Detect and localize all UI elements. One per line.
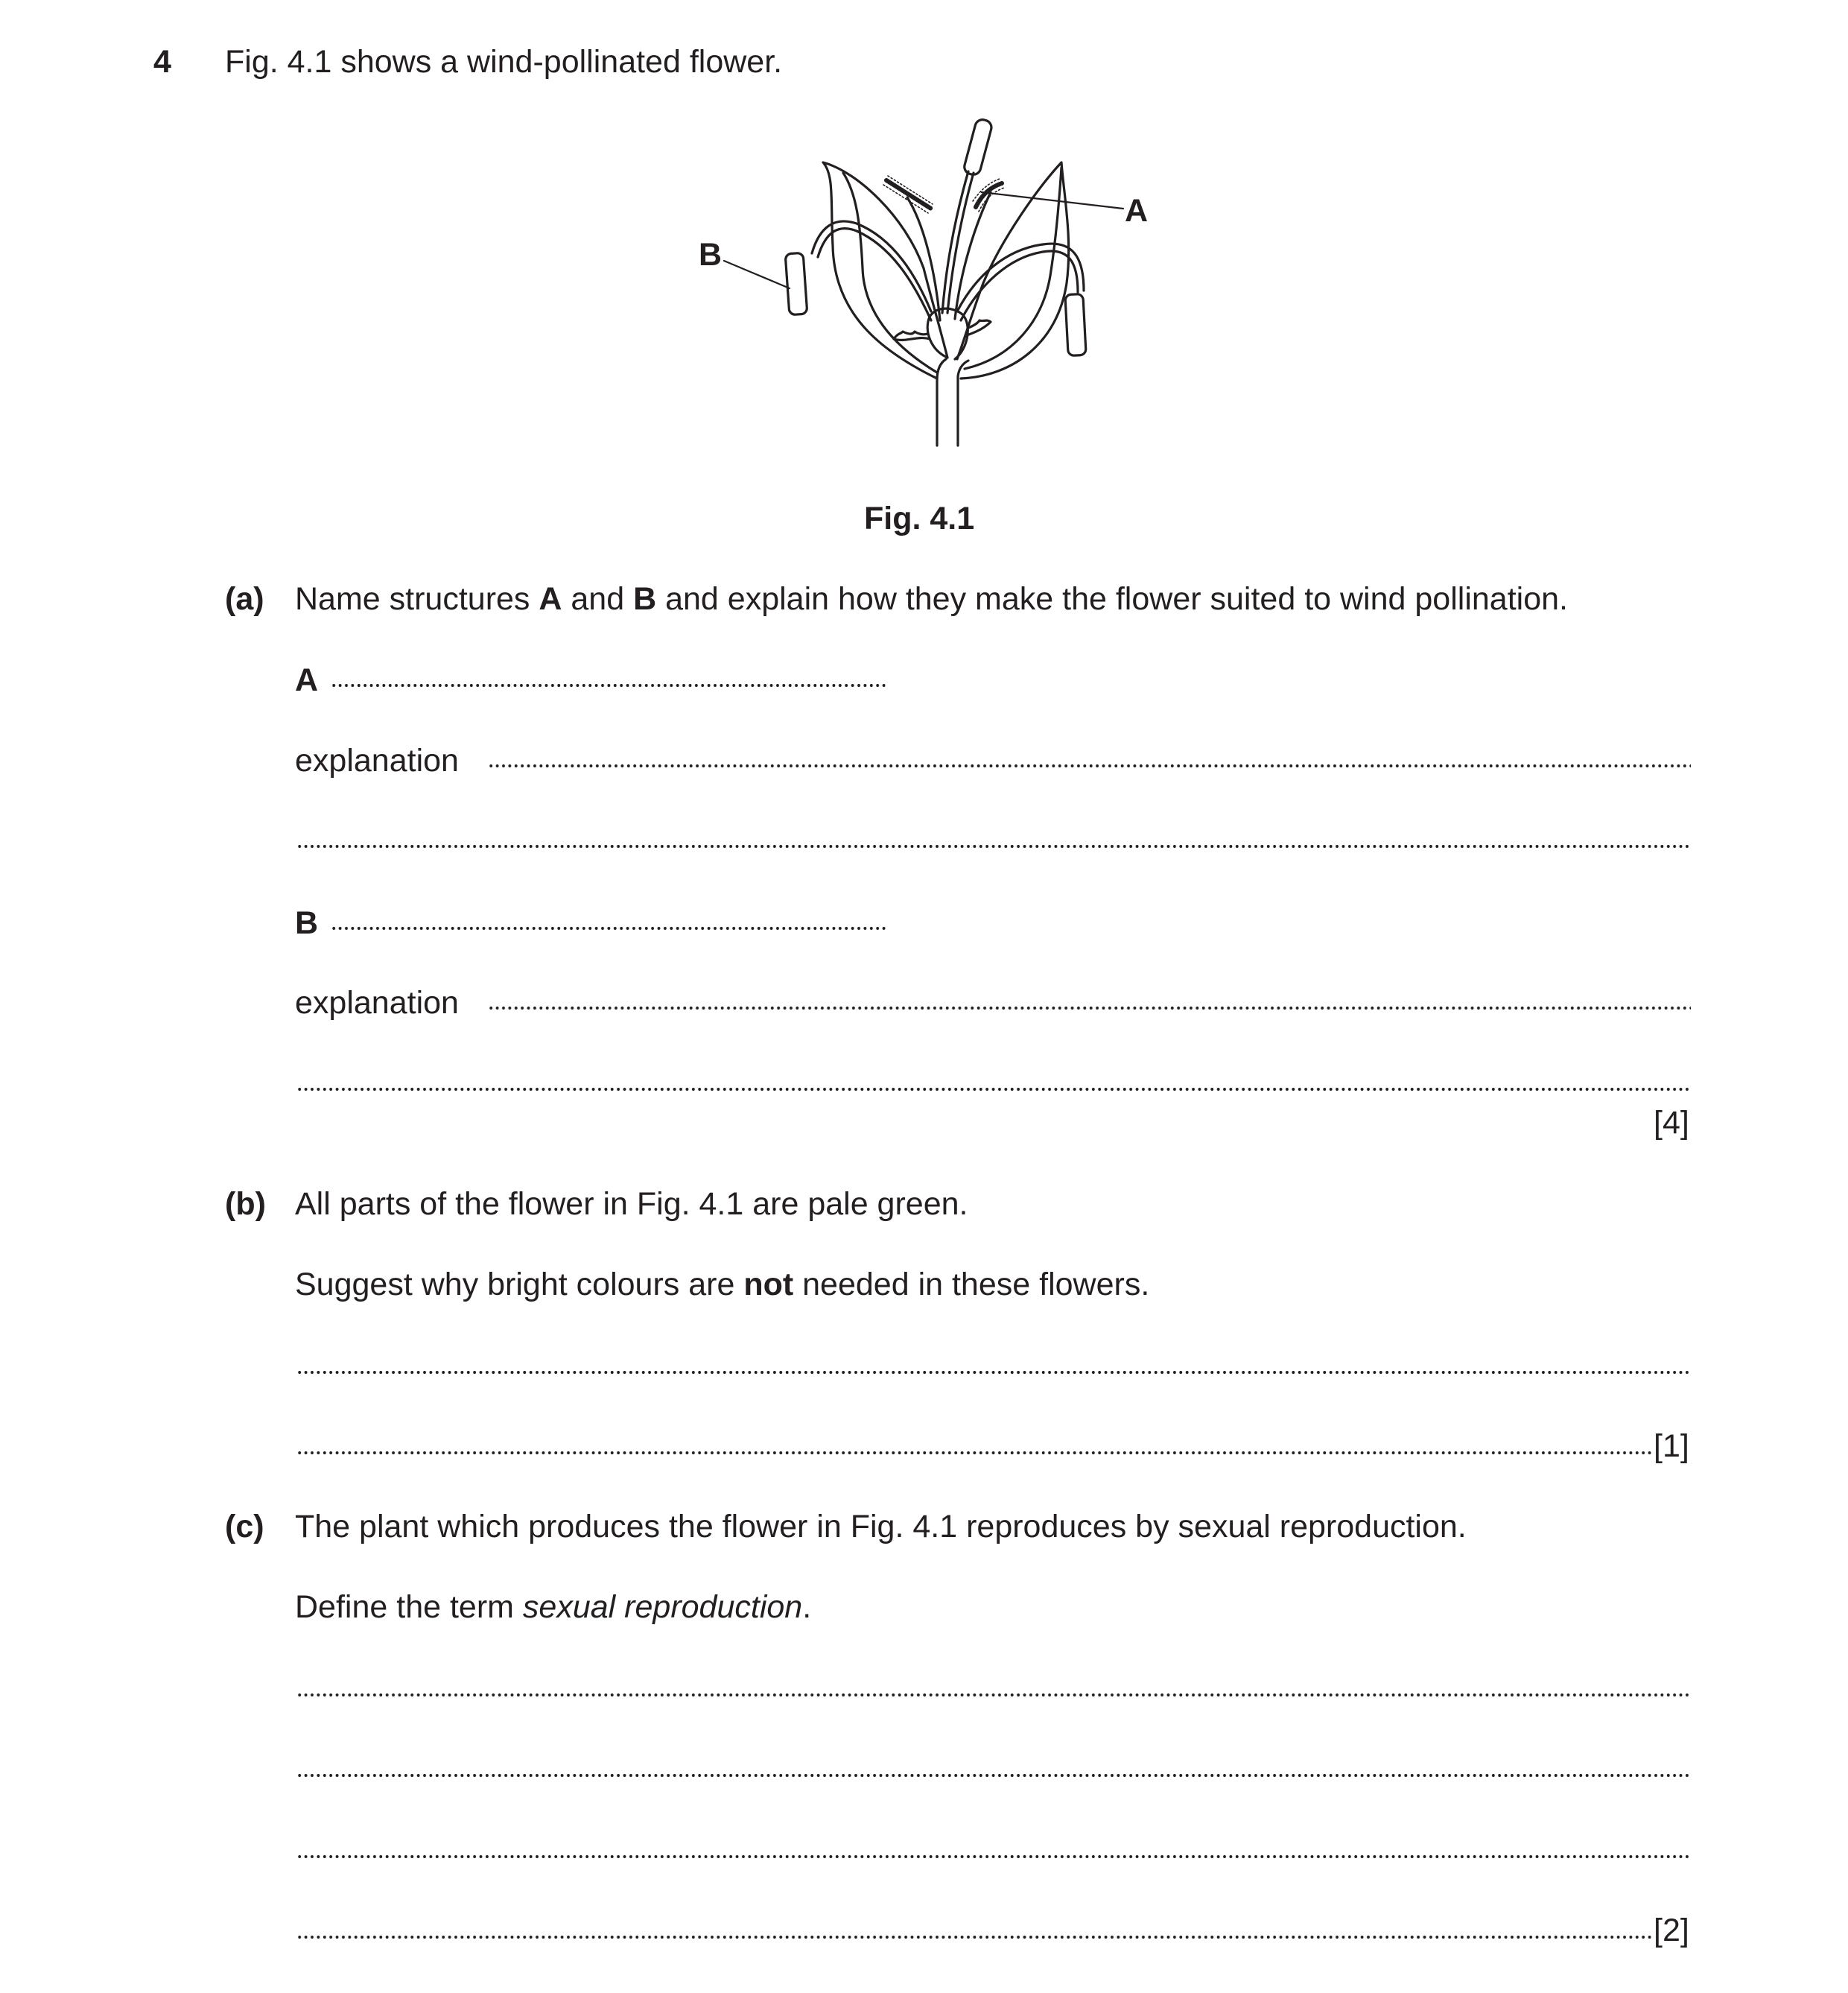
ovary xyxy=(927,308,968,359)
explanation-a-line-1[interactable] xyxy=(488,764,1691,767)
answer-b-label: B xyxy=(295,905,319,941)
answer-b-line[interactable] xyxy=(331,927,888,930)
part-b-line-1[interactable] xyxy=(296,1371,1691,1374)
question-number: 4 xyxy=(153,44,171,80)
flower-stem xyxy=(937,359,968,446)
part-c-prompt-2: . xyxy=(802,1589,812,1625)
part-a-text-2: and xyxy=(562,581,634,617)
part-c-prompt-italic: sexual reproduction xyxy=(522,1589,803,1625)
part-c-prompt-1: Define the term xyxy=(295,1589,523,1625)
explanation-b-label: explanation xyxy=(295,985,459,1021)
left-petal xyxy=(823,162,947,378)
part-b-prompt-bold: not xyxy=(743,1267,794,1302)
explanation-a-line-2[interactable] xyxy=(296,845,1691,848)
part-a-text-b: B xyxy=(633,581,657,617)
stamen-right-anther xyxy=(1065,294,1086,355)
stamen-filament xyxy=(942,171,968,313)
part-a-question xyxy=(295,583,1568,615)
figure-label-a: A xyxy=(1125,193,1149,229)
part-b-line-2[interactable] xyxy=(296,1451,1652,1454)
explanation-b-line-2[interactable] xyxy=(296,1088,1691,1091)
label-b-line xyxy=(724,261,790,288)
part-b-label: (b) xyxy=(225,1186,266,1222)
stigma-left xyxy=(886,180,931,209)
part-b-prompt-1: Suggest why bright colours are xyxy=(295,1267,744,1302)
part-c-marks: [2] xyxy=(1654,1913,1689,1948)
part-a-text-1: Name structures xyxy=(295,581,539,617)
question-intro: Fig. 4.1 shows a wind-pollinated flower. xyxy=(225,44,783,80)
part-c-label: (c) xyxy=(225,1509,264,1544)
part-c-prompt xyxy=(295,1591,811,1623)
style-left xyxy=(907,197,940,320)
part-b-prompt xyxy=(295,1269,1149,1301)
part-c-line-1[interactable] xyxy=(296,1693,1691,1696)
stamen-anther-top xyxy=(963,118,994,176)
part-c-line-4[interactable] xyxy=(296,1936,1652,1939)
part-b-marks: [1] xyxy=(1654,1428,1689,1464)
stamen-left-anther xyxy=(785,253,807,314)
part-a-text-3: and explain how they make the flower suited to wind pollination. xyxy=(656,581,1568,617)
part-a-label: (a) xyxy=(225,581,264,617)
part-b-prompt-2: needed in these flowers. xyxy=(793,1267,1150,1302)
figure-label-b: B xyxy=(699,237,723,273)
answer-a-line[interactable] xyxy=(331,684,888,687)
explanation-b-line-1[interactable] xyxy=(488,1007,1691,1010)
part-b-statement: All parts of the flower in Fig. 4.1 are pale green. xyxy=(295,1186,968,1222)
label-a-line xyxy=(982,192,1123,209)
part-a-marks: [4] xyxy=(1654,1105,1689,1141)
part-c-line-3[interactable] xyxy=(296,1855,1691,1858)
figure-caption: Fig. 4.1 xyxy=(864,501,975,536)
part-c-line-2[interactable] xyxy=(296,1774,1691,1777)
explanation-a-label: explanation xyxy=(295,743,459,779)
flower-diagram xyxy=(689,112,1173,454)
answer-a-label: A xyxy=(295,662,319,698)
part-c-statement: The plant which produces the flower in Fig. 4.1 reproduces by sexual reproduction. xyxy=(295,1509,1467,1544)
part-a-text-a: A xyxy=(539,581,562,617)
